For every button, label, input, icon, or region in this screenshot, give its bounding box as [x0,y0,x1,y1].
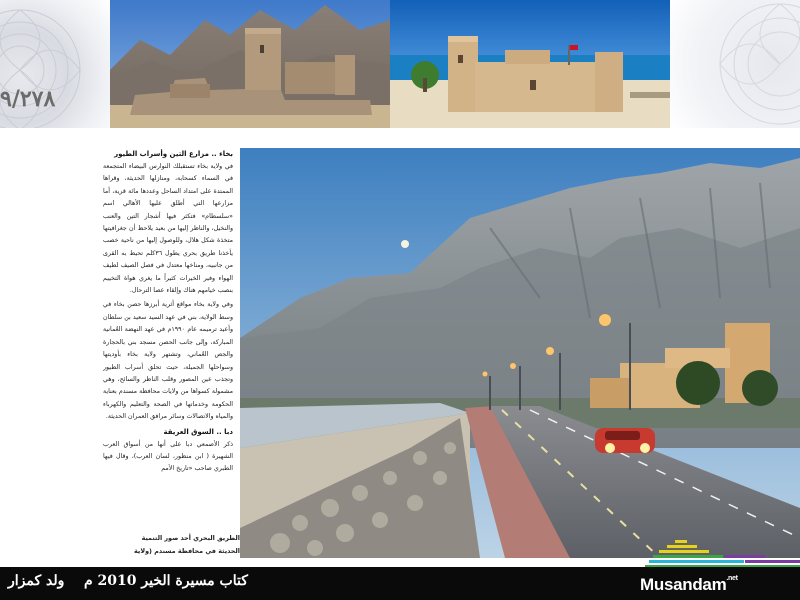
photo-seaside-fort [390,0,670,128]
site-name [640,575,738,595]
photo-coastal-road-dusk [240,148,800,558]
page-number: ٩/٢٧٨ [0,86,56,112]
article-text [103,148,233,558]
paragraph-1: في ولاية بخاء تستقبلك النوارس البيضاء المتجمعة في السماء كسحابة، ومنازلها الحديثة، وقراها الممتدة على امتداد الساحل وعددها مائة قرية، أما مزارعها التي أطلق عليها الأهالي اسم «سلسطام» فتكثر فيها أشجار التين والعنب والنخيل، والناظر إليها من بعيد يلاحظ أن جغرافيتها متخذة شكل هلال، وللوصول إليها من ناحية خصب يأخذنا طريق بحري يطول ٣٦كلم تحيط به القرى من جانبيه، ومناخها معتدل في فصل الصيف لطيف الهواء وفير الخيرات كثيراً ما يغري هواة التخييم بنصب خيامهم هناك وإلقاء عصا الترحال. [103,163,233,295]
photo-mountain-fort [110,0,390,128]
decorative-ornament-right [670,0,800,128]
paragraph-3: ذكر الأصمعي دبا على أنها من أسواق العرب الشهيرة ( ابن منظور، لسان العرب)، وقال فيها الطبري صاحب «تاريخ الأمم [103,440,233,473]
caption-line-1: الطريق البحري أحد صور التنمية [141,534,240,542]
caption-line-2: الحديثة في محافظة مسندم (ولاية [134,546,240,555]
author-name: ولد كمزار [8,573,65,589]
caption-text [100,532,240,557]
book-title: كتاب مسيرة الخير 2010 م [84,573,248,589]
heading-bukha: بخاء .. مزارع التين وأسراب الطيور [114,150,233,158]
heading-diba: دبا .. السوق العريقة [163,427,233,436]
site-tld: .net [726,575,738,582]
site-name-text: Musandam [640,575,727,594]
paragraph-2: وفي ولاية بخاء مواقع أثرية أبرزها حصن بخاء في وسط الولاية، بني في عهد السيد سعيد بن سلطان وأعيد ترميمه عام ١٩٩٠م في عهد النهضة العُمانية المباركة، وإلى جانب الحصن مسجد بني بالحجارة والجص العُماني، وتشتهر ولاية بخاء بأوديتها وسواحلها الجميلة، حيث تحلق أسراب الطيور وتجذب عين المصور وقلب الناظر والسائح، وهي مشمولة كسواها من ولايات محافظة مسندم بعناية الحكومة وخدماتها في الصحة والتعليم والكهرباء والمياه والاتصالات وسائر مرافق العمران الحديثة. [103,301,233,421]
